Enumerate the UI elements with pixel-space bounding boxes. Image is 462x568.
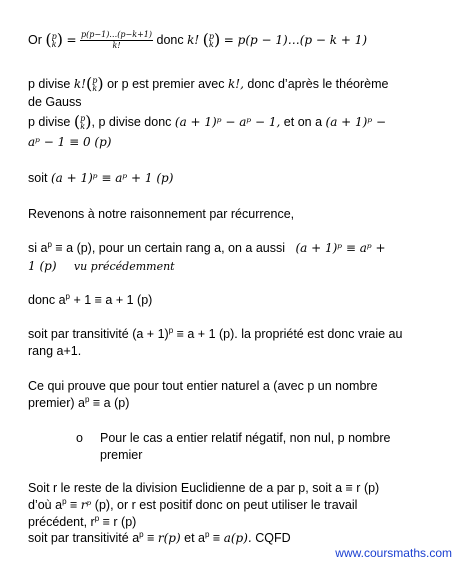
line-soit-r: Soit r le reste de la division Euclidienne de a par p, soit a ≡ r (p) xyxy=(28,481,380,495)
line-cqfd: soit par transitivité $a^p \equiv r(p)$ et $a^p \equiv a(p)$. CQFD xyxy=(28,530,291,545)
text: Or xyxy=(28,32,42,47)
line-or-binomial: Or ( p k ) = $\frac{p(p-1)\dots(p-k+1)}{k!}$ donc k! ( p k ) = p(p − 1)…(p − k + 1) xyxy=(28,30,368,50)
line-ce-qui-prouve: Ce qui prouve que pour tout entier naturel a (avec p un nombre xyxy=(28,379,378,393)
line-vu-precedemment: 1 (p) vu précédemment xyxy=(28,259,175,273)
footer-site-link[interactable]: www.coursmaths.com xyxy=(335,546,452,560)
line-transitivite: soit par transitivité $(a + 1)^p \equiv a + 1$ (p). la propriété est donc vraie au xyxy=(28,326,403,341)
bullet-text: Pour le cas a entier relatif négatif, non nul, p nombre xyxy=(100,431,391,445)
line-precedent: précédent, $r^p \equiv r$ (p) xyxy=(28,514,137,529)
bullet-marker: o xyxy=(76,431,83,445)
line-congruence: aᵖ − 1 ≡ 0 (p) xyxy=(28,135,112,149)
line-rang: rang a+1. xyxy=(28,344,82,358)
line-premier: premier) $a^p \equiv a$ (p) xyxy=(28,395,130,410)
bullet-text-cont: premier xyxy=(100,448,143,462)
text: donc xyxy=(156,32,184,47)
line-donc-ap: donc $a^p + 1 \equiv a + 1$ (p) xyxy=(28,292,153,307)
line-revenons: Revenons à notre raisonnement par récurrence, xyxy=(28,207,295,221)
math: = p(p − 1)…(p − k + 1) xyxy=(223,32,368,47)
binomial-p-k: ( p k ) xyxy=(202,30,221,50)
line-p-divise-binom: p divise ( p k ), p divise donc (a + 1)ᵖ − aᵖ − 1, et on a (a + 1)ᵖ − xyxy=(28,112,387,132)
math: k! xyxy=(187,32,200,47)
fraction: $\frac{p(p-1)\dots(p-k+1)}{k!}$ xyxy=(81,30,153,50)
line-si-ap: si $a^p \equiv a$ (p), pour un certain rang a, on a aussi (a + 1)ᵖ ≡ aᵖ + xyxy=(28,240,386,255)
line-gauss: de Gauss xyxy=(28,95,82,109)
line-soit: soit (a + 1)ᵖ ≡ aᵖ + 1 (p) xyxy=(28,171,174,185)
line-dou: d’où $a^p$ ≡ rᵖ (p), or r est positif donc on peut utiliser le travail xyxy=(28,497,358,512)
binomial-p-k: ( p k ) xyxy=(45,30,63,50)
line-p-divise: p divise k!( p k ) or p est premier avec k!, donc d’après le théorème xyxy=(28,74,389,94)
